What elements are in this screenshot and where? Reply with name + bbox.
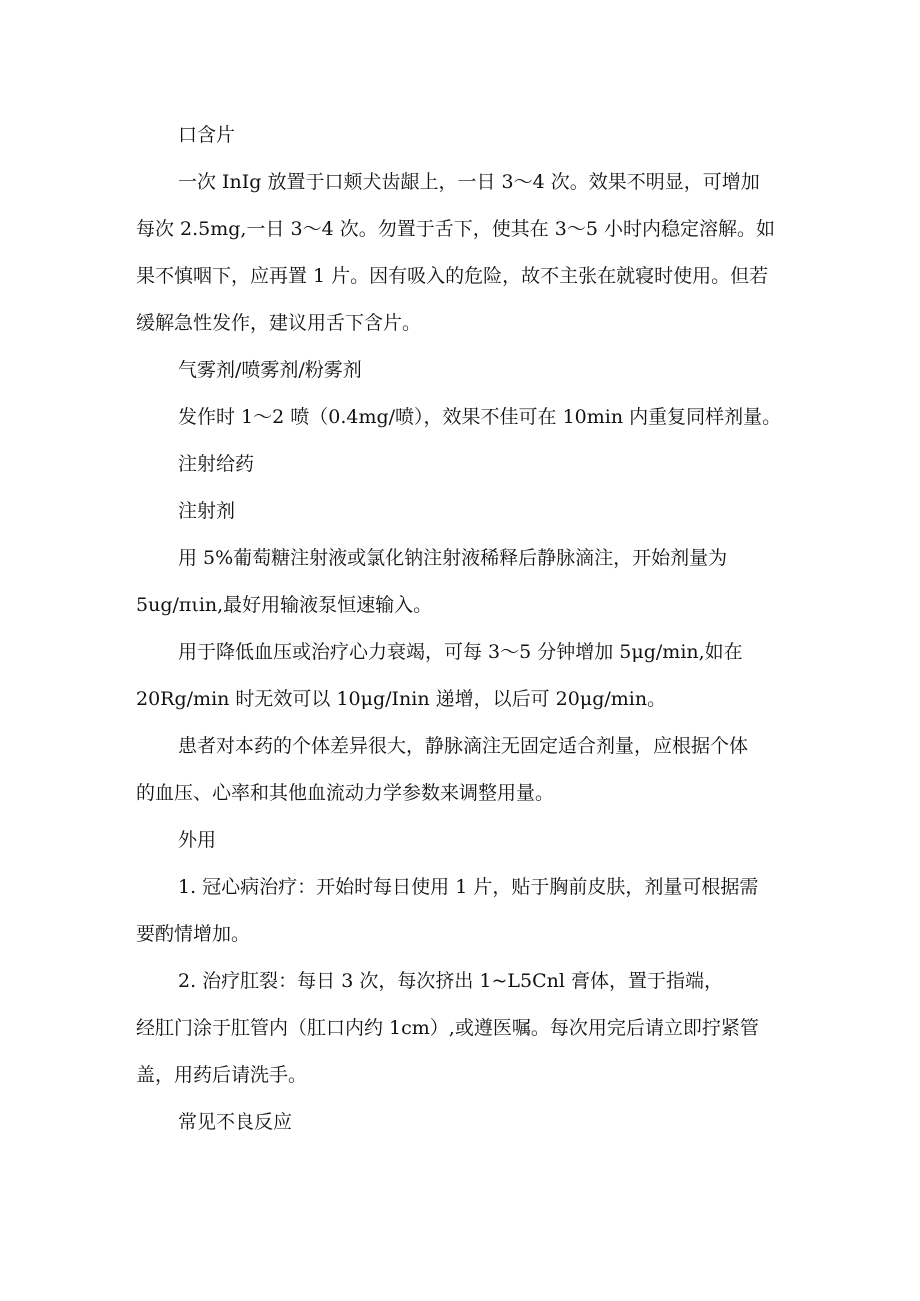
text-line: 每次 2.5mg,一日 3～4 次。勿置于舌下，使其在 3～5 小时内稳定溶解。如 <box>136 218 775 240</box>
text-line: 果不慎咽下，应再置 1 片。因有吸入的危险，故不主张在就寝时使用。但若 <box>136 265 769 287</box>
paragraph-aerosol-dosage <box>136 394 800 441</box>
text-line: 用 5%葡萄糖注射液或氯化钠注射液稀释后静脉滴注，开始剂量为 <box>178 547 728 569</box>
text-line: 一次 InIg 放置于口颊犬齿龈上，一日 3～4 次。效果不明显，可增加 <box>178 171 760 193</box>
heading-adverse-reactions: 常见不良反应 <box>178 1111 293 1133</box>
text-line: 1. 冠心病治疗：开始时每日使用 1 片，贴于胸前皮肤，剂量可根据需 <box>178 876 759 898</box>
text-line: 2. 治疗肛裂：每日 3 次，每次挤出 1~L5Cnl 膏体，置于指端， <box>178 970 723 992</box>
text-line: 发作时 1～2 喷（0.4mg/喷），效果不佳可在 10min 内重复同样剂量。 <box>178 406 782 428</box>
heading-aerosol: 气雾剂/喷雾剂/粉雾剂 <box>178 359 362 381</box>
text-line: 经肛门涂于肛管内（肛口内约 1cm）,或遵医嘱。每次用完后请立即拧紧管 <box>136 1017 759 1039</box>
text-line: 患者对本药的个体差异很大，静脉滴注无固定适合剂量，应根据个体 <box>178 735 749 757</box>
text-line: 用于降低血压或治疗心力衰竭，可每 3～5 分钟增加 5μg/min,如在 <box>178 641 743 663</box>
heading-buccal-tablet: 口含片 <box>178 124 236 146</box>
document-body <box>136 112 800 1146</box>
heading-injection: 注射剂 <box>178 500 236 522</box>
text-line: 盖，用药后请洗手。 <box>136 1064 308 1086</box>
paragraph-injection-titration <box>136 629 800 723</box>
text-line: 缓解急性发作，建议用舌下含片。 <box>136 312 422 334</box>
paragraph-injection-note <box>136 723 800 817</box>
paragraph-topical-coronary <box>136 864 800 958</box>
heading-topical: 外用 <box>178 829 217 851</box>
text-line: 20Rg/min 时无效可以 10μg/Inin 递增，以后可 20μg/min。 <box>136 688 667 710</box>
text-line: 5ug/πιin,最好用输液泵恒速输入。 <box>136 594 433 616</box>
text-line: 的血压、心率和其他血流动力学参数来调整用量。 <box>136 782 555 804</box>
text-line: 要酌情增加。 <box>136 923 251 945</box>
paragraph-buccal-dosage <box>136 159 800 347</box>
paragraph-injection-dilution <box>136 535 800 629</box>
heading-injection-administration: 注射给药 <box>178 453 255 475</box>
paragraph-topical-fissure <box>136 958 800 1099</box>
